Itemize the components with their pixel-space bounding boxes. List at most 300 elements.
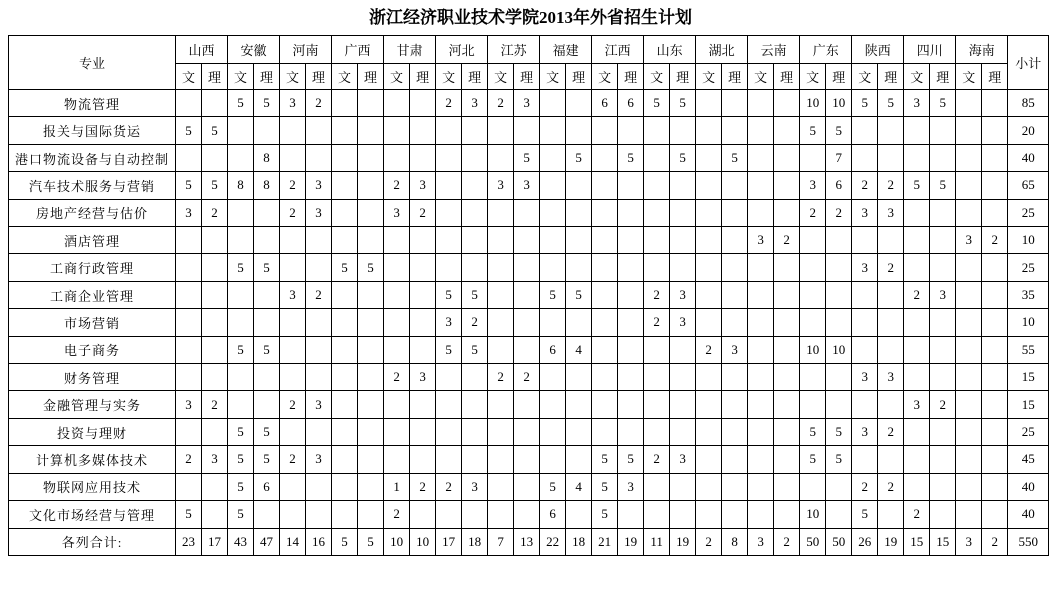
value-cell bbox=[280, 501, 306, 528]
value-cell bbox=[202, 418, 228, 445]
value-cell: 5 bbox=[254, 446, 280, 473]
value-cell: 5 bbox=[228, 418, 254, 445]
subtotal-cell: 10 bbox=[1008, 227, 1049, 254]
value-cell: 2 bbox=[280, 172, 306, 199]
major-label: 金融管理与实务 bbox=[9, 391, 176, 418]
value-cell bbox=[514, 418, 540, 445]
value-cell bbox=[748, 336, 774, 363]
value-cell: 2 bbox=[384, 364, 410, 391]
value-cell bbox=[696, 364, 722, 391]
stream-header-science: 理 bbox=[774, 64, 800, 90]
value-cell bbox=[644, 364, 670, 391]
corner-header-major: 专业 bbox=[9, 36, 176, 90]
value-cell bbox=[280, 117, 306, 144]
value-cell: 5 bbox=[228, 473, 254, 500]
value-cell bbox=[852, 281, 878, 308]
stream-header-arts: 文 bbox=[332, 64, 358, 90]
value-cell bbox=[800, 364, 826, 391]
stream-header-arts: 文 bbox=[956, 64, 982, 90]
value-cell bbox=[774, 144, 800, 171]
value-cell bbox=[930, 336, 956, 363]
value-cell bbox=[748, 254, 774, 281]
value-cell bbox=[774, 336, 800, 363]
value-cell bbox=[618, 391, 644, 418]
value-cell: 2 bbox=[384, 172, 410, 199]
value-cell bbox=[696, 391, 722, 418]
value-cell bbox=[462, 117, 488, 144]
value-cell bbox=[176, 254, 202, 281]
value-cell: 5 bbox=[332, 528, 358, 556]
value-cell bbox=[566, 309, 592, 336]
value-cell bbox=[228, 117, 254, 144]
value-cell bbox=[956, 199, 982, 226]
subtotal-cell: 35 bbox=[1008, 281, 1049, 308]
value-cell: 8 bbox=[254, 172, 280, 199]
value-cell bbox=[670, 172, 696, 199]
value-cell bbox=[800, 473, 826, 500]
value-cell: 3 bbox=[280, 281, 306, 308]
value-cell: 19 bbox=[878, 528, 904, 556]
value-cell: 5 bbox=[566, 144, 592, 171]
value-cell bbox=[670, 473, 696, 500]
value-cell: 3 bbox=[618, 473, 644, 500]
value-cell bbox=[384, 418, 410, 445]
value-cell: 3 bbox=[306, 391, 332, 418]
value-cell: 3 bbox=[176, 391, 202, 418]
value-cell: 5 bbox=[618, 446, 644, 473]
value-cell: 2 bbox=[644, 309, 670, 336]
value-cell: 3 bbox=[878, 364, 904, 391]
stream-header-arts: 文 bbox=[852, 64, 878, 90]
value-cell: 5 bbox=[826, 446, 852, 473]
value-cell bbox=[722, 199, 748, 226]
value-cell: 2 bbox=[904, 501, 930, 528]
value-cell: 3 bbox=[956, 227, 982, 254]
value-cell: 5 bbox=[176, 501, 202, 528]
value-cell bbox=[956, 418, 982, 445]
value-cell bbox=[228, 309, 254, 336]
value-cell bbox=[332, 336, 358, 363]
value-cell: 10 bbox=[826, 336, 852, 363]
value-cell bbox=[514, 446, 540, 473]
value-cell: 5 bbox=[228, 336, 254, 363]
value-cell: 7 bbox=[488, 528, 514, 556]
value-cell: 3 bbox=[436, 309, 462, 336]
value-cell bbox=[306, 254, 332, 281]
value-cell bbox=[696, 446, 722, 473]
value-cell: 2 bbox=[436, 473, 462, 500]
value-cell bbox=[748, 117, 774, 144]
major-label: 工商行政管理 bbox=[9, 254, 176, 281]
value-cell: 5 bbox=[566, 281, 592, 308]
value-cell: 3 bbox=[852, 364, 878, 391]
value-cell bbox=[540, 309, 566, 336]
value-cell bbox=[722, 281, 748, 308]
value-cell bbox=[852, 227, 878, 254]
value-cell: 17 bbox=[202, 528, 228, 556]
value-cell bbox=[592, 309, 618, 336]
value-cell bbox=[904, 473, 930, 500]
value-cell: 3 bbox=[306, 172, 332, 199]
stream-header-arts: 文 bbox=[748, 64, 774, 90]
table-row bbox=[9, 90, 1049, 117]
value-cell bbox=[930, 418, 956, 445]
stream-header-arts: 文 bbox=[904, 64, 930, 90]
value-cell bbox=[280, 364, 306, 391]
value-cell bbox=[202, 336, 228, 363]
value-cell bbox=[436, 418, 462, 445]
major-label: 电子商务 bbox=[9, 336, 176, 363]
major-label: 文化市场经营与管理 bbox=[9, 501, 176, 528]
value-cell bbox=[930, 501, 956, 528]
value-cell bbox=[358, 501, 384, 528]
stream-header-arts: 文 bbox=[176, 64, 202, 90]
value-cell bbox=[254, 227, 280, 254]
value-cell: 10 bbox=[800, 90, 826, 117]
value-cell: 2 bbox=[982, 528, 1008, 556]
value-cell bbox=[878, 501, 904, 528]
value-cell: 2 bbox=[878, 473, 904, 500]
value-cell: 3 bbox=[488, 172, 514, 199]
value-cell bbox=[904, 336, 930, 363]
value-cell: 4 bbox=[566, 473, 592, 500]
value-cell bbox=[982, 336, 1008, 363]
value-cell bbox=[696, 90, 722, 117]
value-cell bbox=[644, 227, 670, 254]
value-cell bbox=[774, 90, 800, 117]
province-header: 安徽 bbox=[228, 36, 280, 64]
value-cell: 5 bbox=[176, 172, 202, 199]
value-cell: 3 bbox=[670, 446, 696, 473]
value-cell bbox=[436, 501, 462, 528]
value-cell bbox=[930, 473, 956, 500]
value-cell bbox=[618, 501, 644, 528]
value-cell bbox=[748, 144, 774, 171]
major-label: 汽车技术服务与营销 bbox=[9, 172, 176, 199]
value-cell bbox=[462, 391, 488, 418]
value-cell: 5 bbox=[618, 144, 644, 171]
value-cell bbox=[982, 254, 1008, 281]
value-cell bbox=[722, 391, 748, 418]
value-cell: 2 bbox=[176, 446, 202, 473]
stream-header-arts: 文 bbox=[280, 64, 306, 90]
value-cell bbox=[384, 90, 410, 117]
value-cell bbox=[332, 446, 358, 473]
value-cell bbox=[488, 418, 514, 445]
value-cell bbox=[358, 309, 384, 336]
value-cell bbox=[748, 199, 774, 226]
value-cell bbox=[696, 199, 722, 226]
value-cell bbox=[384, 227, 410, 254]
value-cell bbox=[956, 309, 982, 336]
value-cell: 2 bbox=[462, 309, 488, 336]
value-cell bbox=[774, 364, 800, 391]
value-cell bbox=[488, 281, 514, 308]
value-cell bbox=[800, 254, 826, 281]
value-cell bbox=[904, 418, 930, 445]
value-cell: 2 bbox=[488, 364, 514, 391]
value-cell bbox=[592, 364, 618, 391]
value-cell bbox=[436, 227, 462, 254]
value-cell bbox=[384, 281, 410, 308]
value-cell: 2 bbox=[878, 254, 904, 281]
value-cell: 3 bbox=[514, 172, 540, 199]
value-cell bbox=[930, 144, 956, 171]
value-cell: 3 bbox=[462, 473, 488, 500]
value-cell bbox=[306, 227, 332, 254]
value-cell bbox=[254, 117, 280, 144]
value-cell bbox=[592, 391, 618, 418]
value-cell bbox=[644, 172, 670, 199]
value-cell bbox=[722, 364, 748, 391]
value-cell bbox=[930, 117, 956, 144]
value-cell: 17 bbox=[436, 528, 462, 556]
value-cell bbox=[670, 199, 696, 226]
subtotal-cell: 55 bbox=[1008, 336, 1049, 363]
value-cell bbox=[956, 364, 982, 391]
table-row bbox=[9, 144, 1049, 171]
value-cell bbox=[774, 391, 800, 418]
value-cell bbox=[228, 144, 254, 171]
value-cell bbox=[748, 309, 774, 336]
value-cell bbox=[982, 418, 1008, 445]
value-cell bbox=[436, 199, 462, 226]
value-cell: 5 bbox=[826, 117, 852, 144]
value-cell bbox=[722, 473, 748, 500]
value-cell: 3 bbox=[748, 528, 774, 556]
stream-header-science: 理 bbox=[670, 64, 696, 90]
value-cell bbox=[176, 90, 202, 117]
value-cell: 5 bbox=[332, 254, 358, 281]
stream-header-science: 理 bbox=[306, 64, 332, 90]
value-cell bbox=[826, 391, 852, 418]
value-cell bbox=[176, 227, 202, 254]
stream-header-arts: 文 bbox=[228, 64, 254, 90]
value-cell bbox=[540, 199, 566, 226]
value-cell bbox=[748, 364, 774, 391]
value-cell: 15 bbox=[904, 528, 930, 556]
province-header: 陕西 bbox=[852, 36, 904, 64]
value-cell: 2 bbox=[982, 227, 1008, 254]
value-cell: 5 bbox=[436, 336, 462, 363]
value-cell bbox=[800, 227, 826, 254]
value-cell bbox=[618, 227, 644, 254]
value-cell bbox=[384, 336, 410, 363]
major-label: 投资与理财 bbox=[9, 418, 176, 445]
value-cell bbox=[878, 336, 904, 363]
value-cell bbox=[644, 336, 670, 363]
value-cell bbox=[982, 281, 1008, 308]
value-cell: 10 bbox=[410, 528, 436, 556]
value-cell bbox=[410, 446, 436, 473]
stream-header-science: 理 bbox=[982, 64, 1008, 90]
value-cell bbox=[488, 309, 514, 336]
value-cell bbox=[332, 172, 358, 199]
value-cell: 2 bbox=[696, 528, 722, 556]
value-cell: 3 bbox=[410, 172, 436, 199]
value-cell bbox=[618, 199, 644, 226]
value-cell: 5 bbox=[722, 144, 748, 171]
value-cell bbox=[774, 172, 800, 199]
value-cell bbox=[488, 473, 514, 500]
value-cell bbox=[592, 254, 618, 281]
value-cell bbox=[410, 501, 436, 528]
value-cell bbox=[930, 254, 956, 281]
value-cell: 3 bbox=[670, 281, 696, 308]
value-cell bbox=[748, 446, 774, 473]
value-cell bbox=[696, 309, 722, 336]
value-cell: 2 bbox=[878, 418, 904, 445]
province-header: 四川 bbox=[904, 36, 956, 64]
value-cell bbox=[332, 117, 358, 144]
value-cell bbox=[618, 418, 644, 445]
value-cell bbox=[254, 281, 280, 308]
value-cell bbox=[202, 227, 228, 254]
value-cell: 10 bbox=[384, 528, 410, 556]
value-cell bbox=[774, 199, 800, 226]
value-cell bbox=[930, 199, 956, 226]
subtotal-cell: 45 bbox=[1008, 446, 1049, 473]
value-cell: 5 bbox=[592, 501, 618, 528]
major-label: 计算机多媒体技术 bbox=[9, 446, 176, 473]
value-cell: 5 bbox=[592, 473, 618, 500]
page-title: 浙江经济职业技术学院2013年外省招生计划 bbox=[369, 8, 692, 27]
stream-header-science: 理 bbox=[410, 64, 436, 90]
value-cell bbox=[384, 309, 410, 336]
value-cell: 5 bbox=[202, 172, 228, 199]
major-label: 各列合计: bbox=[9, 528, 176, 556]
value-cell bbox=[800, 309, 826, 336]
value-cell bbox=[410, 90, 436, 117]
stream-header-science: 理 bbox=[358, 64, 384, 90]
value-cell bbox=[202, 144, 228, 171]
value-cell bbox=[514, 473, 540, 500]
value-cell bbox=[826, 227, 852, 254]
value-cell bbox=[618, 281, 644, 308]
value-cell: 2 bbox=[280, 199, 306, 226]
subtotal-cell: 15 bbox=[1008, 364, 1049, 391]
value-cell: 2 bbox=[644, 281, 670, 308]
value-cell bbox=[540, 364, 566, 391]
value-cell bbox=[358, 336, 384, 363]
major-label: 财务管理 bbox=[9, 364, 176, 391]
value-cell: 2 bbox=[852, 473, 878, 500]
stream-header-arts: 文 bbox=[696, 64, 722, 90]
stream-header-science: 理 bbox=[566, 64, 592, 90]
value-cell bbox=[176, 281, 202, 308]
stream-header-science: 理 bbox=[514, 64, 540, 90]
value-cell bbox=[670, 391, 696, 418]
value-cell bbox=[306, 364, 332, 391]
value-cell bbox=[774, 501, 800, 528]
value-cell: 3 bbox=[852, 199, 878, 226]
value-cell: 6 bbox=[540, 501, 566, 528]
stream-header-science: 理 bbox=[826, 64, 852, 90]
value-cell: 6 bbox=[540, 336, 566, 363]
province-header: 山西 bbox=[176, 36, 228, 64]
value-cell: 5 bbox=[800, 117, 826, 144]
value-cell bbox=[670, 117, 696, 144]
value-cell: 5 bbox=[254, 254, 280, 281]
value-cell: 2 bbox=[852, 172, 878, 199]
value-cell bbox=[748, 501, 774, 528]
value-cell: 5 bbox=[254, 418, 280, 445]
value-cell bbox=[826, 364, 852, 391]
value-cell bbox=[774, 418, 800, 445]
value-cell bbox=[514, 281, 540, 308]
value-cell bbox=[254, 364, 280, 391]
value-cell: 7 bbox=[826, 144, 852, 171]
value-cell: 3 bbox=[462, 90, 488, 117]
value-cell bbox=[904, 117, 930, 144]
value-cell bbox=[618, 364, 644, 391]
value-cell bbox=[514, 501, 540, 528]
value-cell bbox=[202, 473, 228, 500]
province-header: 湖北 bbox=[696, 36, 748, 64]
value-cell bbox=[956, 336, 982, 363]
value-cell bbox=[566, 446, 592, 473]
value-cell bbox=[462, 501, 488, 528]
value-cell bbox=[878, 281, 904, 308]
value-cell bbox=[358, 199, 384, 226]
value-cell bbox=[332, 309, 358, 336]
value-cell: 18 bbox=[566, 528, 592, 556]
value-cell: 2 bbox=[306, 281, 332, 308]
value-cell bbox=[540, 90, 566, 117]
major-label: 报关与国际货运 bbox=[9, 117, 176, 144]
value-cell bbox=[982, 90, 1008, 117]
value-cell bbox=[982, 199, 1008, 226]
value-cell bbox=[280, 144, 306, 171]
value-cell bbox=[358, 227, 384, 254]
table-row bbox=[9, 501, 1049, 528]
value-cell bbox=[670, 227, 696, 254]
value-cell bbox=[462, 227, 488, 254]
value-cell: 19 bbox=[670, 528, 696, 556]
value-cell bbox=[956, 501, 982, 528]
value-cell: 3 bbox=[878, 199, 904, 226]
value-cell: 2 bbox=[514, 364, 540, 391]
value-cell bbox=[410, 418, 436, 445]
value-cell bbox=[332, 281, 358, 308]
value-cell bbox=[332, 364, 358, 391]
stream-header-science: 理 bbox=[722, 64, 748, 90]
province-header: 云南 bbox=[748, 36, 800, 64]
value-cell bbox=[202, 309, 228, 336]
value-cell bbox=[904, 227, 930, 254]
value-cell: 1 bbox=[384, 473, 410, 500]
value-cell: 3 bbox=[384, 199, 410, 226]
value-cell bbox=[462, 364, 488, 391]
value-cell bbox=[566, 90, 592, 117]
value-cell: 5 bbox=[852, 501, 878, 528]
value-cell bbox=[774, 281, 800, 308]
value-cell: 6 bbox=[592, 90, 618, 117]
value-cell: 18 bbox=[462, 528, 488, 556]
stream-header-arts: 文 bbox=[384, 64, 410, 90]
value-cell bbox=[956, 144, 982, 171]
value-cell bbox=[488, 199, 514, 226]
value-cell bbox=[592, 199, 618, 226]
value-cell bbox=[566, 199, 592, 226]
value-cell bbox=[722, 309, 748, 336]
stream-header-science: 理 bbox=[930, 64, 956, 90]
value-cell: 16 bbox=[306, 528, 332, 556]
value-cell: 3 bbox=[956, 528, 982, 556]
subtotal-cell: 15 bbox=[1008, 391, 1049, 418]
value-cell: 5 bbox=[930, 172, 956, 199]
value-cell bbox=[436, 117, 462, 144]
